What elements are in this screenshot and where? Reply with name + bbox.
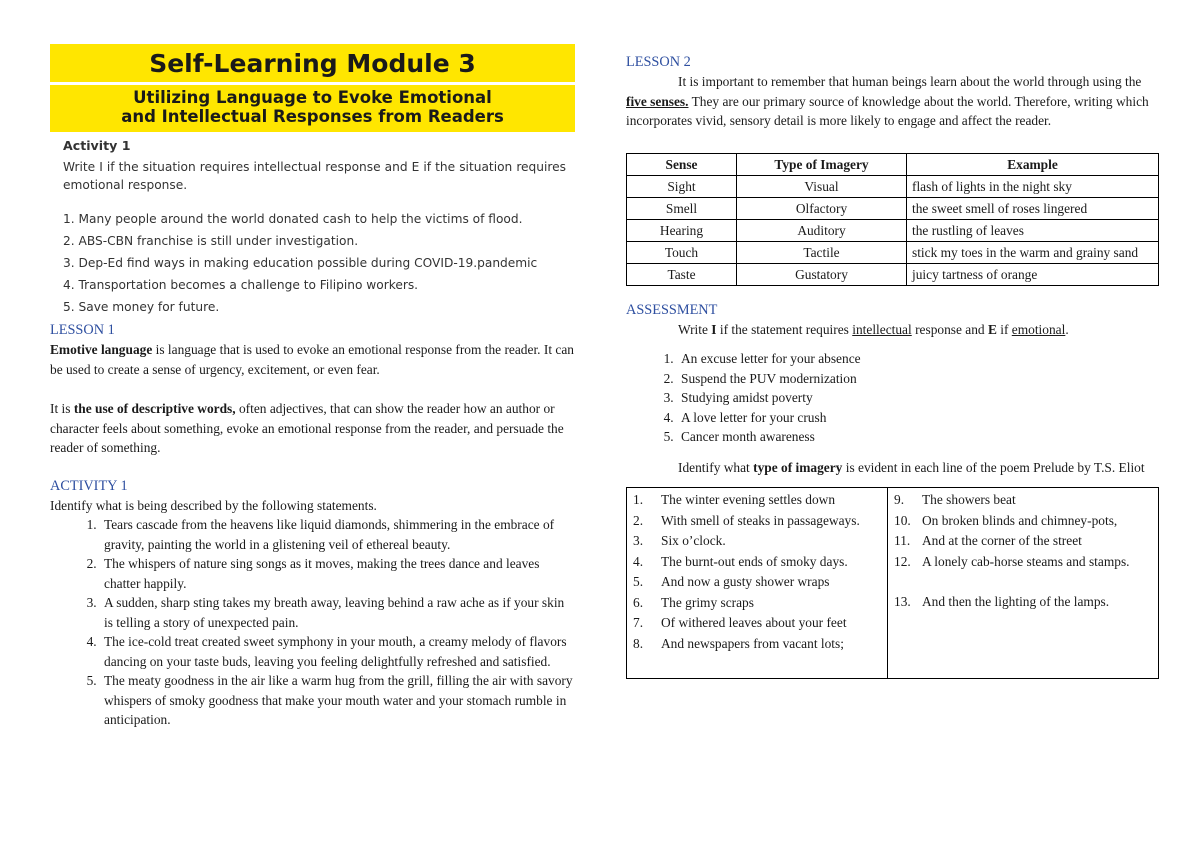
instruction-text: . (1065, 321, 1069, 337)
poem-line (894, 490, 1154, 511)
instruction-text: Identify what (678, 459, 754, 475)
poem-line (633, 490, 883, 511)
paragraph-text: It is important to remember that human beings learn about the world through using the (678, 74, 1142, 89)
pasted-activity-instruction: Write I if the situation requires intellectual response and E if the situation requires emotional response. (63, 160, 566, 192)
letter-i: I (711, 321, 717, 337)
column-header: Example (907, 153, 1159, 175)
poem-line (633, 613, 883, 634)
lesson1-paragraph1 (50, 340, 575, 379)
activity1-heading: ACTIVITY 1 (50, 477, 128, 494)
activity1-intro: Identify what is being described by the following statements. (50, 497, 377, 513)
line-number: 5. (633, 574, 644, 589)
instruction-text: Write (678, 321, 712, 337)
line-text: On broken blinds and chimney-pots, (922, 512, 1118, 528)
banner-divider (50, 82, 575, 85)
list-item: 3. Studying amidst poverty (677, 388, 1159, 408)
table-row (627, 263, 1159, 285)
assessment-list (626, 349, 1159, 447)
lesson1-paragraph2 (50, 399, 575, 458)
table-row (627, 197, 1159, 219)
poem-table (626, 487, 1159, 679)
left-column (50, 0, 575, 730)
table-cell: Gustatory (737, 263, 907, 285)
imagery-term: type of imagery (753, 459, 843, 475)
line-text: And now a gusty shower wraps (661, 574, 830, 589)
paragraph-text: It is (50, 401, 74, 416)
line-text: A lonely cab-horse steams and stamps. (922, 553, 1130, 569)
line-text: And at the corner of the street (922, 533, 1082, 548)
bold-term: the use of descriptive words, (73, 401, 236, 416)
table-cell: Taste (627, 263, 737, 285)
line-number: 13. (894, 594, 911, 609)
list-item: 4. A love letter for your crush (677, 408, 1159, 428)
list-item: 5. Save money for future. (63, 300, 220, 314)
list-item: 4. The ice-cold treat created sweet symphony in your mouth, a creamy melody of flavors dancing on your taste buds, leaving you feeling delightfully refreshed and satisfied. (100, 632, 575, 671)
line-text: Of withered leaves about your feet (661, 615, 847, 630)
line-text: And newspapers from vacant lots; (661, 635, 844, 651)
poem-line (894, 592, 1154, 613)
line-text: The grimy scraps (661, 594, 754, 610)
line-number: 3. (633, 533, 644, 548)
module-subtitle-line1: Utilizing Language to Evoke Emotional (133, 88, 492, 107)
lesson1-heading: LESSON 1 (50, 322, 115, 338)
pasted-activity-list (50, 210, 566, 316)
letter-e: E (987, 321, 997, 337)
table-cell: Touch (627, 241, 737, 263)
line-number: 8. (633, 635, 644, 651)
poem-line (633, 593, 883, 614)
poem-line (894, 552, 1154, 573)
table-cell: Hearing (627, 219, 737, 241)
line-number: 7. (633, 615, 644, 630)
table-cell: Sight (627, 175, 737, 197)
right-column (626, 0, 1159, 679)
imagery-instruction (626, 458, 1159, 478)
table-cell: Olfactory (737, 197, 907, 219)
poem-line (894, 531, 1154, 552)
lesson2-paragraph (626, 72, 1159, 131)
list-item: 4. Transportation becomes a challenge to Filipino workers. (63, 278, 419, 292)
table-cell: Smell (627, 197, 737, 219)
module-subtitle-line2: and Intellectual Responses from Readers (121, 107, 504, 126)
table-row (627, 241, 1159, 263)
poem-line (633, 634, 883, 655)
emotional-term: emotional (1011, 321, 1066, 337)
line-number: 10. (894, 512, 911, 528)
poem-left-cell (627, 488, 888, 679)
table-cell: Auditory (737, 219, 907, 241)
list-item: 2. The whispers of nature sing songs as it moves, making the trees dance and leaves chatter happily. (100, 554, 575, 593)
line-number: 9. (894, 492, 905, 507)
instruction-text: response and (911, 321, 988, 337)
line-number: 2. (633, 512, 644, 528)
assessment-instruction (626, 320, 1159, 340)
column-header: Sense (627, 153, 737, 175)
list-item: 3. A sudden, sharp sting takes my breath away, leaving behind a raw ache as if your skin is telling a story of unexpected pain. (100, 593, 575, 632)
module-title: Self-Learning Module 3 (149, 49, 476, 78)
line-number: 11. (894, 533, 911, 548)
line-text: The burnt-out ends of smoky days. (661, 553, 848, 569)
table-header-row (627, 153, 1159, 175)
poem-line (633, 572, 883, 593)
list-item: 2. Suspend the PUV modernization (677, 369, 1159, 389)
instruction-text: if the statement requires (716, 321, 853, 337)
line-text: Six o’clock. (661, 533, 726, 548)
activity1-list (50, 515, 575, 730)
instruction-text: is evident in each line of the poem Prelude by T.S. Eliot (842, 459, 1145, 475)
line-text: With smell of steaks in passageways. (661, 512, 860, 528)
bold-term: Emotive language (50, 342, 153, 357)
list-item: 1. An excuse letter for your absence (677, 349, 1159, 369)
instruction-text: if (996, 321, 1012, 337)
table-row (627, 175, 1159, 197)
line-number: 6. (633, 594, 644, 610)
list-item: 3. Dep-Ed find ways in making education possible during COVID-19.pandemic (63, 256, 538, 270)
five-senses-term: five senses. (626, 93, 689, 109)
list-item: 1. Tears cascade from the heavens like liquid diamonds, shimmering in the embrace of gravity, painting the world in a glistening veil of ethereal beauty. (100, 515, 575, 554)
paragraph-text: They are our primary source of knowledge about the world. Therefore, writing which incorporates vivid, sensory detail is more likely to engage and affect the reader. (626, 93, 1149, 128)
line-number: 4. (633, 553, 644, 569)
line-text: The winter evening settles down (661, 492, 836, 507)
list-item: 5. Cancer month awareness (677, 427, 1159, 447)
table-cell: stick my toes in the warm and grainy sand (907, 241, 1159, 263)
intellectual-term: intellectual (852, 321, 912, 337)
list-item: 1. Many people around the world donated cash to help the victims of flood. (63, 212, 523, 226)
list-item: 2. ABS-CBN franchise is still under investigation. (63, 234, 359, 248)
pasted-activity-heading: Activity 1 (63, 138, 131, 153)
line-number: 1. (633, 492, 644, 507)
table-cell: the rustling of leaves (907, 219, 1159, 241)
module-banner (50, 44, 575, 132)
table-row (627, 219, 1159, 241)
poem-line (633, 511, 883, 532)
table-cell: Tactile (737, 241, 907, 263)
column-header: Type of Imagery (737, 153, 907, 175)
list-item: 5. The meaty goodness in the air like a warm hug from the grill, filling the air with savory whispers of smoky goodness that make your mouth water and your stomach rumble in anticipation. (100, 671, 575, 730)
poem-line (633, 531, 883, 552)
paragraph-text: often adjectives, that can show the reader how an author or character feels about something, evoke an emotional response from the reader, and persuade the reader of something. (50, 401, 564, 455)
table-cell: flash of lights in the night sky (907, 175, 1159, 197)
table-cell: Visual (737, 175, 907, 197)
line-text: The showers beat (922, 492, 1016, 507)
line-text: And then the lighting of the lamps. (922, 594, 1110, 609)
poem-right-cell (888, 488, 1159, 679)
table-row (627, 488, 1159, 679)
assessment-heading: ASSESSMENT (626, 301, 718, 318)
table-cell: the sweet smell of roses lingered (907, 197, 1159, 219)
senses-table (626, 153, 1159, 286)
pasted-activity-image (50, 137, 575, 316)
paragraph-text: is language that is used to evoke an emotional response from the reader. It can be used to create a sense of urgency, excitement, or even fear. (50, 342, 574, 377)
poem-line (633, 552, 883, 573)
poem-line (894, 511, 1154, 532)
table-cell: juicy tartness of orange (907, 263, 1159, 285)
line-number: 12. (894, 553, 911, 569)
lesson2-heading: LESSON 2 (626, 54, 691, 70)
